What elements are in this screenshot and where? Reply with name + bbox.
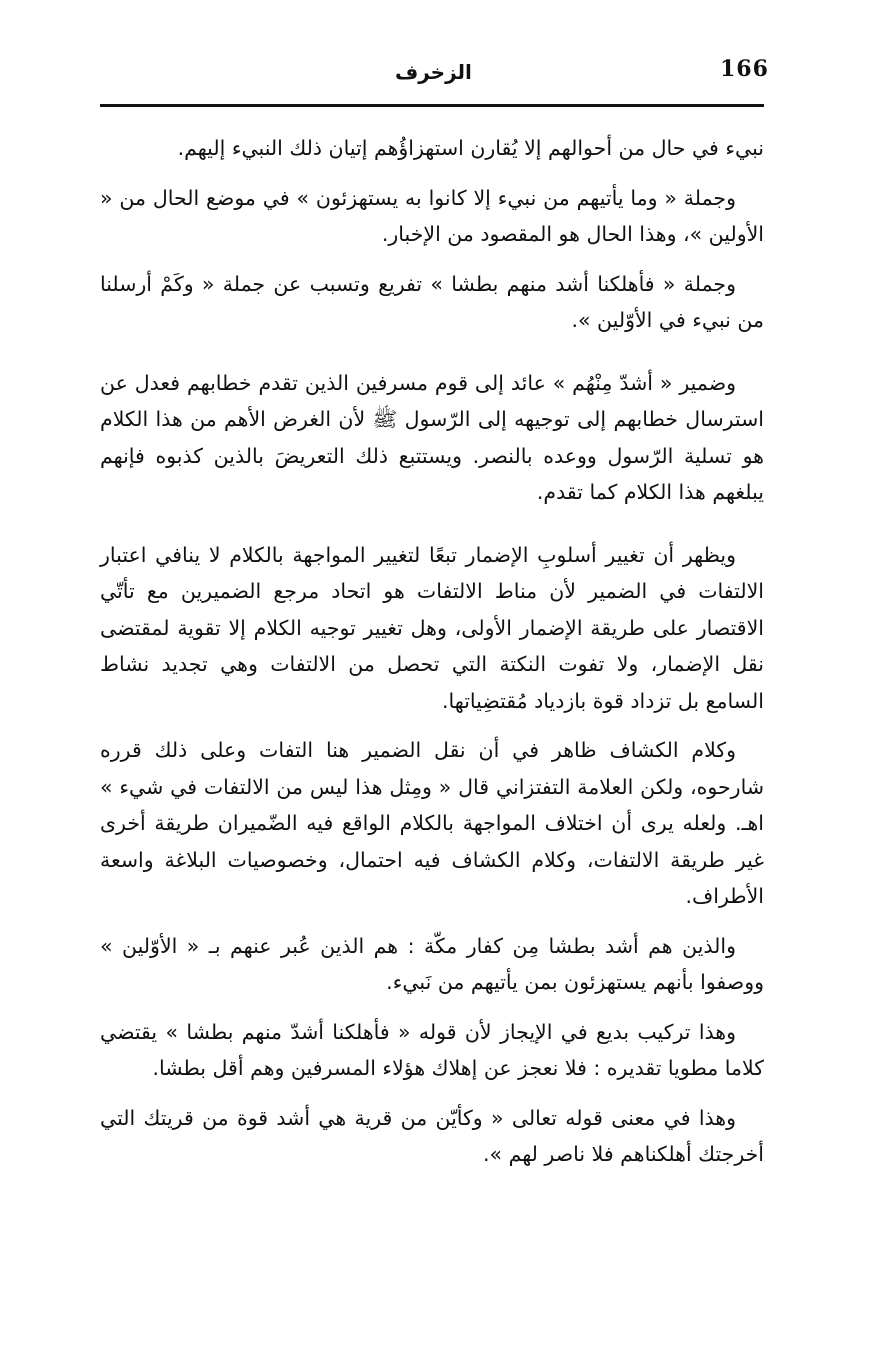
paragraph: وهذا في معنى قوله تعالى « وكأيّن من قرية هي أشد قوة من قريتك التي أخرجتك أهلكناهم فلا ناصر لهم ». xyxy=(100,1105,764,1166)
paragraph: والذين هم أشد بطشا مِن كفار مكّة : هم الذين عُبر عنهم بـ « الأوّلين » ووصفوا بأنهم يستهزئون بمن يأتيهم من نَبيء. xyxy=(100,933,764,994)
paragraph: وكلام الكشاف ظاهر في أن نقل الضمير هنا التفات وعلى ذلك قرره شارحوه، ولكن العلامة التفتزاني قال « ومِثل هذا ليس من الالتفات في شيء » اهـ. ولعله يرى أن اختلاف المواجهة بالكلام الواقع فيه الضّميران طريقة أخرى غير طريقة الالتفات، وكلام الكشاف فيه احتمال، وخصوصيات البلاغة واسعة الأطراف. xyxy=(100,738,764,908)
paragraph: ويظهر أن تغيير أسلوبِ الإضمار تبعًا لتغيير المواجهة بالكلام لا ينافي اعتبار الالتفات في الضمير لأن مناط الالتفات هو اتحاد مرجع الضميرين مع تأتّي الاقتصار على طريقة الإضمار الأولى، وهل تغيير توجيه الكلام إلا تقوية لمقتضى نقل الإضمار، ولا تفوت النكتة التي تحصل من الالتفات وهي تجديد نشاط السامع بل تزداد قوة بازدياد مُقتضِياتها. xyxy=(100,542,764,713)
paragraph: وضمير « أشدّ مِنْهُم » عائد إلى قوم مسرفين الذين تقدم خطابهم فعدل عن استرسال خطابهم إلى توجيهه إلى الرّسول ﷺ لأن الغرض الأهم من هذا الكلام هو تسلية الرّسول ووعده بالنصر. ويستتبع ذلك التعريضَ بالذين كذبوه فإنهم يبلغهم هذا الكلام كما تقدم. xyxy=(100,370,764,504)
running-title: الزخرف xyxy=(395,60,472,84)
page-number: 166 xyxy=(720,56,769,82)
paragraph: وجملة « فأهلكنا أشد منهم بطشا » تفريع وتسبب عن جملة « وكَمْ أرسلنا من نبيء في الأوّلين ». xyxy=(100,271,764,332)
body-text xyxy=(100,130,764,1186)
header-divider xyxy=(100,104,764,107)
paragraph: وهذا تركيب بديع في الإيجاز لأن قوله « فأهلكنا أشدّ منهم بطشا » يقتضي كلاما مطويا تقديره : فلا نعجز عن إهلاك هؤلاء المسرفين وهم أقل بطشا. xyxy=(100,1019,764,1080)
paragraph: وجملة « وما يأتيهم من نبيء إلا كانوا به يستهزئون » في موضع الحال من « الأولين »، وهذا الحال هو المقصود من الإخبار. xyxy=(100,185,764,246)
paragraph: نبيء في حال من أحوالهم إلا يُقارن استهزاؤُهم إتيان ذلك النبيء إليهم. xyxy=(177,136,764,160)
page-header xyxy=(100,48,769,104)
